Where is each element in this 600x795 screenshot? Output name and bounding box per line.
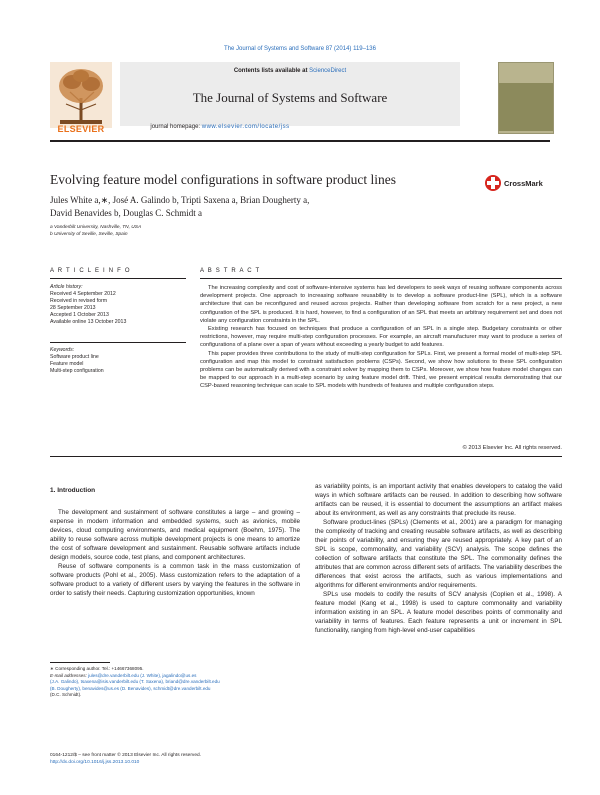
elsevier-tree-logo xyxy=(50,62,112,128)
keyword-item: Multi-step configuration xyxy=(50,368,104,374)
journal-reference[interactable]: The Journal of Systems and Software 87 (2014) 119–136 xyxy=(224,46,376,52)
corresponding-author-note: ∗ Corresponding author. Tel.: +14667368095. xyxy=(50,666,144,671)
history-item: Received in revised form xyxy=(50,298,108,304)
affiliation-a: a Vanderbilt University, Nashville, TN, USA xyxy=(50,225,142,230)
body-column-left xyxy=(50,508,300,598)
masthead-divider xyxy=(50,140,550,142)
section-title-introduction: 1. Introduction xyxy=(50,487,96,494)
authors-line-1: Jules White a,∗, José A. Galindo b, Tripti Saxena a, Brian Dougherty a, xyxy=(50,195,310,205)
body-column-right xyxy=(315,482,562,635)
crossmark-label: CrossMark xyxy=(504,179,543,188)
article-info-header: A R T I C L E I N F O xyxy=(50,268,131,274)
body-paragraph: The development and sustainment of software constitutes a large – and growing – expense in modern information and embedded systems, such as avionics, mobile devices, cloud computing environments, and medical equipment (Boehm, 1975). The ability to reuse software across multiple development projects is one means to amortize the cost of software development and sustainment. Reusable software artifacts include design models, source code, test plans, and component architectures. xyxy=(50,509,300,561)
keywords xyxy=(50,347,186,375)
journal-masthead xyxy=(50,58,550,138)
article-identifiers xyxy=(50,752,300,766)
doi-link[interactable]: http://dx.doi.org/10.1016/j.jss.2013.10.010 xyxy=(50,760,140,765)
abstract-header: A B S T R A C T xyxy=(200,268,261,274)
footnotes xyxy=(50,666,300,699)
affiliations xyxy=(50,224,470,238)
email-line[interactable]: (J.A. Galindo), tsaxena@isis.vanderbilt.edu (T. Saxena), briand@dre.vanderbilt.edu xyxy=(50,679,220,685)
article-history xyxy=(50,284,186,326)
history-item: Available online 13 October 2013 xyxy=(50,319,127,325)
abstract-paragraph: Existing research has focused on techniques that produce a configuration of an SPL in a single step. Budgetary constraints or other restrictions, however, may require multi-step configuration processes. For example, an aircraft manufacturer may want to produce a series of configurations of a plane over a span of years without exceeding a yearly budget to add features. xyxy=(200,326,562,349)
footnote-rule xyxy=(50,662,110,663)
abstract-bottom-rule xyxy=(50,456,562,457)
abstract-paragraph: The increasing complexity and cost of software-intensive systems has led developers to seek ways of reusing software components across development projects. One approach to increasing software reusability is to develop a software product-line (SPL), which is a software architecture that can be reconfigured and reused across projects. Rather than developing software from scratch for a new project, a new configuration of the SPL is produced. It is hard, however, to find a configuration of an SPL that meets an arbitrary requirement set and does not violate any configuration constraints in the SPL. xyxy=(200,285,562,324)
body-paragraph: SPLs use models to codify the results of SCV analysis (Coplien et al., 1998). A feature model (Kang et al., 1998) is used to capture commonality and variability information existing in an SPL. A feature model describes points of commonality and variability in terms of features. Each feature represents a unit or increment in SPL functionality, ranging from high-level end-user capabilities xyxy=(315,591,562,634)
affiliation-b: b University of Seville, Seville, Spain xyxy=(50,232,128,237)
email-line: (D.C. Schmidt). xyxy=(50,692,82,698)
body-paragraph: as variability points, is an important activity that enables developers to catalog the valid ways in which software artifacts can be reused. In addition to describing how software artifacts can be reused, it is essential to document the assumptions an artifact makes about its environment, as well as any constraints that preclude its reuse. xyxy=(315,483,562,517)
history-label: Article history: xyxy=(50,284,83,290)
keyword-item: Software product line xyxy=(50,354,99,360)
keywords-rule xyxy=(50,342,186,343)
copyright-notice: © 2013 Elsevier Inc. All rights reserved. xyxy=(462,445,562,451)
journal-cover-image xyxy=(498,62,554,134)
history-item: Received 4 September 2012 xyxy=(50,291,116,297)
sciencedirect-link[interactable]: ScienceDirect xyxy=(309,68,347,74)
crossmark-badge[interactable] xyxy=(484,174,554,192)
article-info-rule xyxy=(50,278,186,279)
journal-homepage: journal homepage: www.elsevier.com/locate/jss xyxy=(150,124,290,130)
keywords-label: Keywords: xyxy=(50,347,75,353)
history-item: 28 September 2013 xyxy=(50,305,96,311)
abstract-rule xyxy=(200,278,562,279)
publisher-name: ELSEVIER xyxy=(57,124,105,134)
body-paragraph: Software product-lines (SPLs) (Clements et al., 2001) are a paradigm for managing the complexity of tracking and creating reusable software artifacts, as well as describing their points of variability, and ensuring they are reused appropriately. A key part of an SPL is scope, commonality, and variability (SCV) analysis. The scope defines the collection of software artifacts that constitute the SPL. The commonality defines the attributes that are common across different sets of artifacts. The variability describes the differences that exist across the artifacts, such as various implementations and algorithms for different environments and/or requirements. xyxy=(315,519,562,589)
contents-line: Contents lists available at ScienceDirect xyxy=(233,68,347,74)
issn-line: 0164-1212/$ – see front matter © 2013 Elsevier Inc. All rights reserved. xyxy=(50,753,201,758)
abstract-body xyxy=(200,284,562,391)
keyword-item: Feature model xyxy=(50,361,84,367)
journal-title: The Journal of Systems and Software xyxy=(192,90,388,105)
abstract-paragraph: This paper provides three contributions to the study of multi-step configuration for SPLs. First, we present a formal model of multi-step SPL configuration and map this model to constraint satisfaction problems (CSPs). Second, we show how solutions to these SPL configuration problems can be automatically derived with a constraint solver by mapping them to CSPs. Moreover, we show how feature model changes can be mapped to our approach in a multi-step scenario by using feature model drift. Third, we present empirical results demonstrating that our CSP-based reasoning technique can scale to SPL models with hundreds of features and multiple configuration steps. xyxy=(200,350,562,390)
email-line[interactable]: (B. Dougherty), benavides@us.es (D. Benavides), schmidt@dre.vanderbilt.edu xyxy=(50,685,211,691)
history-item: Accepted 1 October 2013 xyxy=(50,312,109,318)
masthead-banner xyxy=(120,62,460,126)
author-list xyxy=(50,194,470,220)
homepage-link[interactable]: www.elsevier.com/locate/jss xyxy=(201,124,290,130)
email-label: E-mail addresses: xyxy=(50,672,89,678)
email-link[interactable]: jules@dre.vanderbilt.edu (J. White), jagalindo@us.es xyxy=(88,672,197,678)
body-paragraph: Reuse of software components is a common task in the mass customization of software products (Pohl et al., 2005). Mass customization refers to the adaptation of a software product to a variety of different users by varying the features in the software in order to satisfy their needs. Capturing customization opportunities, known xyxy=(50,563,300,597)
email-line xyxy=(50,673,300,680)
authors-line-2: David Benavides b, Douglas C. Schmidt a xyxy=(50,208,202,218)
article-title: Evolving feature model configurations in software product lines xyxy=(50,172,397,187)
